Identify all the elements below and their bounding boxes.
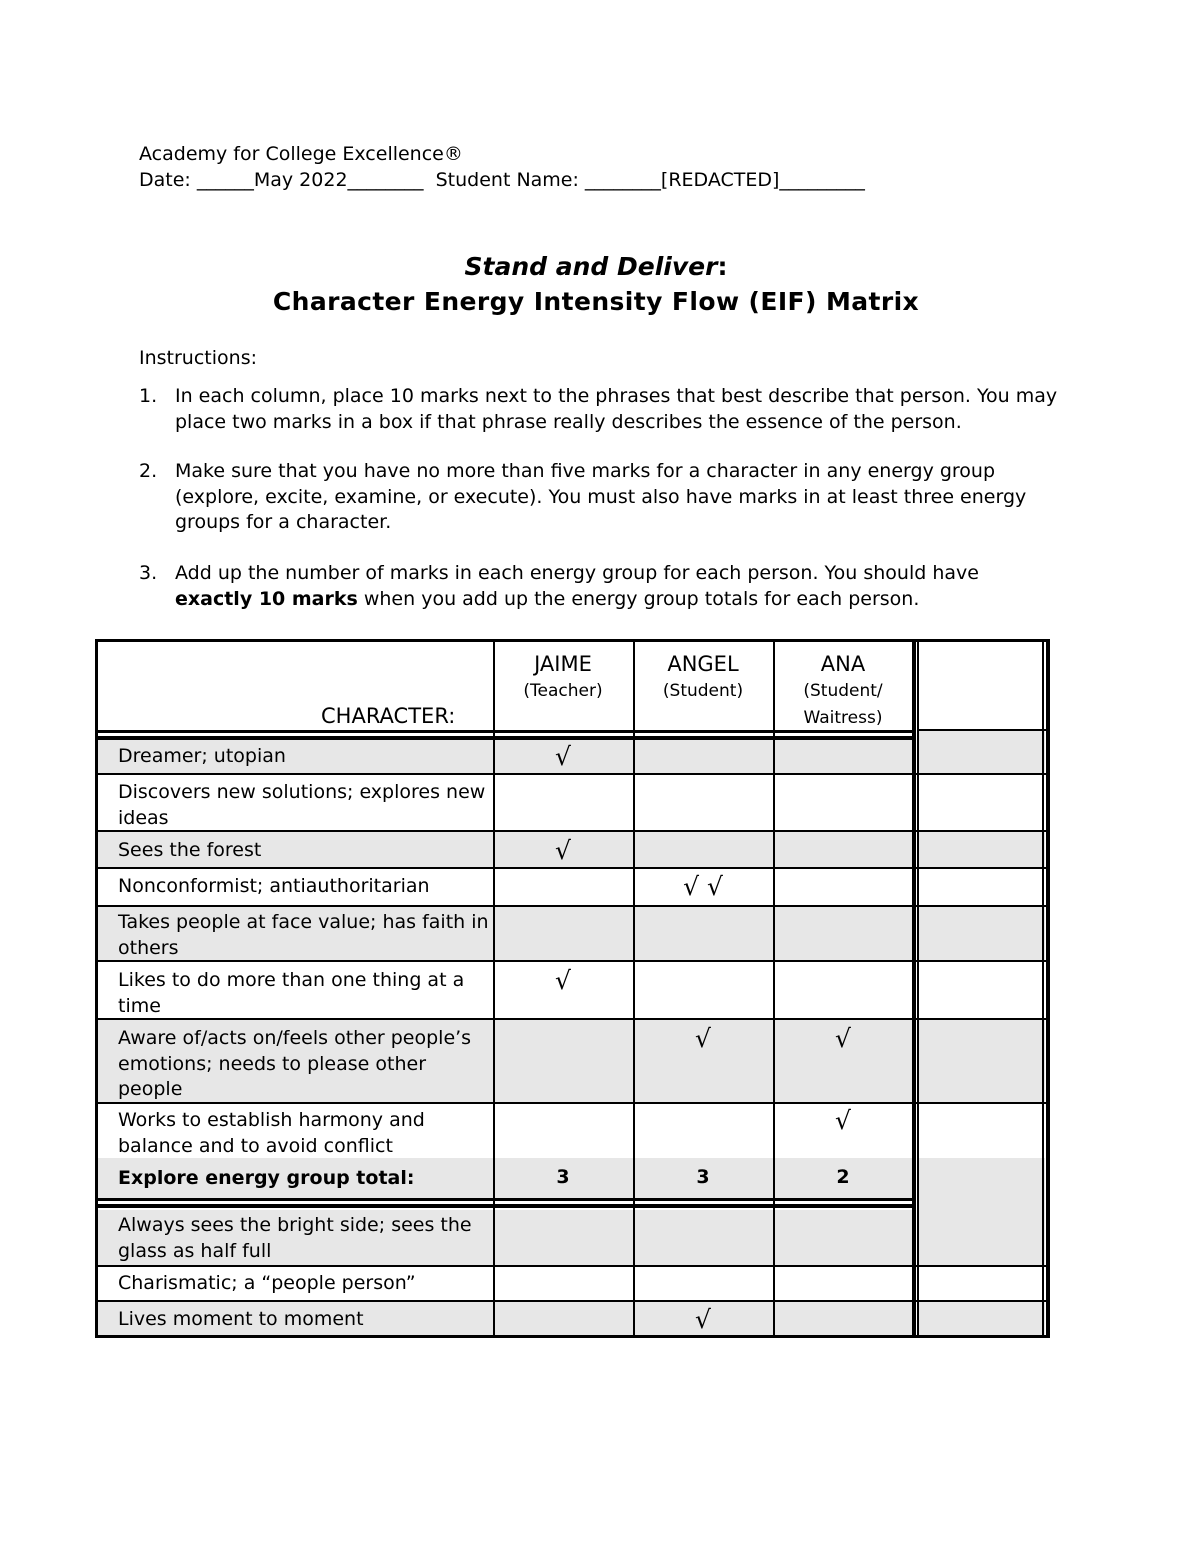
instruction-item-2	[139, 459, 1059, 536]
phrase-cell: Aware of/acts on/feels other people’s emotions; needs to please other people	[118, 1027, 472, 1100]
table-border	[95, 1198, 915, 1201]
table-border	[95, 1204, 915, 1208]
phrase-cell: Works to establish harmony and balance and to avoid conflict	[118, 1109, 425, 1157]
title-line-1	[0, 252, 1192, 281]
item-number: 3.	[139, 562, 158, 584]
phrase-cell: Takes people at face value; has faith in others	[118, 911, 489, 959]
phrase-cell: Sees the forest	[118, 839, 262, 861]
item-text-pre: Add up the number of marks in each energy group for each person. You should have	[175, 562, 979, 584]
item-number: 2.	[139, 460, 158, 482]
phrase-cell: Always sees the bright side; sees the glass as half full	[118, 1214, 472, 1262]
instruction-item-1	[139, 384, 1059, 435]
table-border	[95, 639, 98, 1338]
character-role: (Student/ Waitress)	[803, 681, 883, 728]
character-role: (Student)	[662, 681, 744, 701]
table-border	[95, 1018, 1050, 1020]
table-border	[95, 867, 1050, 869]
instructions-label: Instructions:	[139, 347, 257, 369]
table-border	[95, 1335, 1050, 1338]
title-colon: :	[717, 252, 728, 281]
extra-column-shading	[918, 1158, 1045, 1265]
table-border	[95, 1300, 1050, 1302]
item-text: Make sure that you have no more than five marks for a character in any energy group (explore, excite, examine, or execute). You must also have marks in at least three energy groups for a character.	[175, 460, 1027, 533]
check-mark: √	[555, 836, 571, 865]
character-name: ANGEL	[667, 652, 739, 676]
table-border	[95, 1265, 1050, 1267]
table-border	[917, 729, 1046, 731]
total-value: 2	[836, 1166, 850, 1188]
extra-column-shading	[918, 1018, 1045, 1102]
item-number: 1.	[139, 385, 158, 407]
table-border	[95, 1102, 1050, 1104]
phrase-cell: Dreamer; utopian	[118, 745, 286, 767]
item-text-post: when you add up the energy group totals for each person.	[357, 587, 920, 610]
table-border	[95, 905, 1050, 907]
extra-column-shading	[918, 730, 1045, 773]
table-border	[95, 736, 915, 740]
table-border	[1046, 639, 1050, 1338]
check-mark: √	[695, 1305, 711, 1334]
extra-column-shading	[918, 1300, 1045, 1336]
phrase-cell: Lives moment to moment	[118, 1308, 364, 1330]
character-name: ANA	[820, 652, 866, 676]
item-text	[175, 561, 1059, 612]
extra-column-shading	[918, 905, 1045, 960]
total-label: Explore energy group total:	[118, 1167, 415, 1189]
check-mark: √ √	[683, 872, 723, 901]
eif-matrix	[95, 639, 1050, 1338]
table-border	[633, 639, 635, 1338]
organization-name: Academy for College Excellence®	[139, 143, 463, 165]
character-label: CHARACTER:	[321, 704, 456, 728]
table-border	[493, 639, 495, 1338]
instruction-item-3	[139, 561, 1059, 612]
table-border	[917, 639, 919, 1338]
title-italic: Stand and Deliver	[464, 252, 718, 281]
character-role: (Teacher)	[523, 681, 603, 701]
table-border	[773, 639, 775, 1338]
total-value: 3	[556, 1166, 570, 1188]
table-border	[95, 730, 915, 733]
check-mark: √	[835, 1024, 851, 1053]
item-text: In each column, place 10 marks next to the phrases that best describe that person. You may place two marks in a box if that phrase really describes the essence of the person.	[175, 385, 1058, 433]
phrase-cell: Nonconformist; antiauthoritarian	[118, 875, 430, 897]
phrase-cell: Discovers new solutions; explores new ideas	[118, 781, 486, 829]
check-mark: √	[555, 742, 571, 771]
check-mark: √	[835, 1106, 851, 1135]
phrase-cell: Charismatic; a “people person”	[118, 1272, 416, 1294]
extra-column-shading	[918, 830, 1045, 867]
table-border	[95, 773, 1050, 775]
title-line-2: Character Energy Intensity Flow (EIF) Matrix	[272, 287, 920, 316]
date-student-line: Date: ______May 2022________ Student Name: ________[REDACTED]_________	[139, 169, 865, 191]
total-value: 3	[696, 1166, 710, 1188]
item-text-bold: exactly 10 marks	[175, 587, 358, 610]
check-mark: √	[555, 966, 571, 995]
table-border	[912, 639, 916, 1338]
table-border	[95, 960, 1050, 962]
table-border	[1042, 639, 1044, 1338]
character-name: JAIME	[534, 652, 592, 676]
phrase-cell: Likes to do more than one thing at a time	[118, 969, 465, 1017]
table-border	[95, 639, 1050, 642]
check-mark: √	[695, 1024, 711, 1053]
table-border	[95, 830, 1050, 832]
